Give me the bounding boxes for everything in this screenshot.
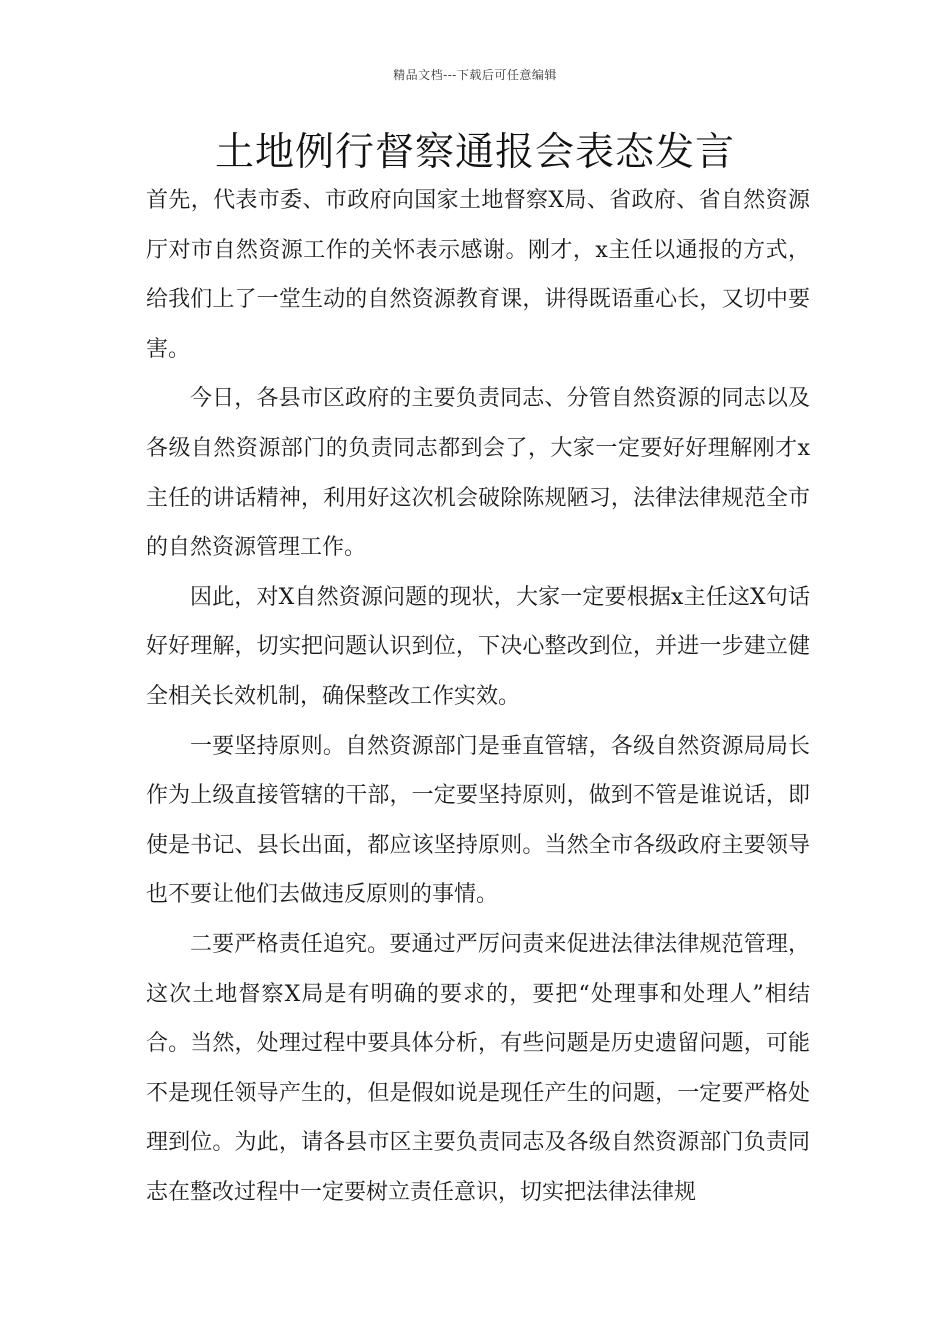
paragraph: 二要严格责任追究。要通过严厉问责来促进法律法律规范管理，这次土地督察X局是有明确的要求的，要把“处理事和处理人”相结合。当然，处理过程中要具体分析，有些问题是历史遗留问题，可能不是现任领导产生的，但是假如说是现任产生的问题，一定要严格处理到位。为此，请各县市区主要负责同志及各级自然资源部门负责同志在整改过程中一定要树立责任意识，切实把法律法律规 bbox=[146, 931, 810, 1205]
paragraph: 今日，各县市区政府的主要负责同志、分管自然资源的同志以及各级自然资源部门的负责同志都到会了，大家一定要好好理解刚才x主任的讲话精神，利用好这次机会破除陈规陋习，法律法律规范全市的自然资源管理工作。 bbox=[146, 386, 810, 561]
header-note: 精品文档---下载后可任意编辑 bbox=[393, 68, 557, 82]
paragraph: 一要坚持原则。自然资源部门是垂直管辖，各级自然资源局局长作为上级直接管辖的干部，一定要坚持原则，做到不管是谁说话，即使是书记、县长出面，都应该坚持原则。当然全市各级政府主要领导也不要让他们去做违反原则的事情。 bbox=[146, 733, 810, 908]
paragraph: 首先，代表市委、市政府向国家土地督察X局、省政府、省自然资源厅对市自然资源工作的关怀表示感谢。刚才，x主任以通报的方式，给我们上了一堂生动的自然资源教育课，讲得既语重心长，又切中要害。 bbox=[146, 188, 810, 362]
document-body bbox=[146, 176, 810, 1217]
paragraph: 因此，对X自然资源问题的现状，大家一定要根据x主任这X句话好好理解，切实把问题认识到位，下决心整改到位，并进一步建立健全相关长效机制，确保整改工作实效。 bbox=[146, 584, 810, 709]
document-title: 土地例行督察通报会表态发言 bbox=[214, 130, 735, 175]
